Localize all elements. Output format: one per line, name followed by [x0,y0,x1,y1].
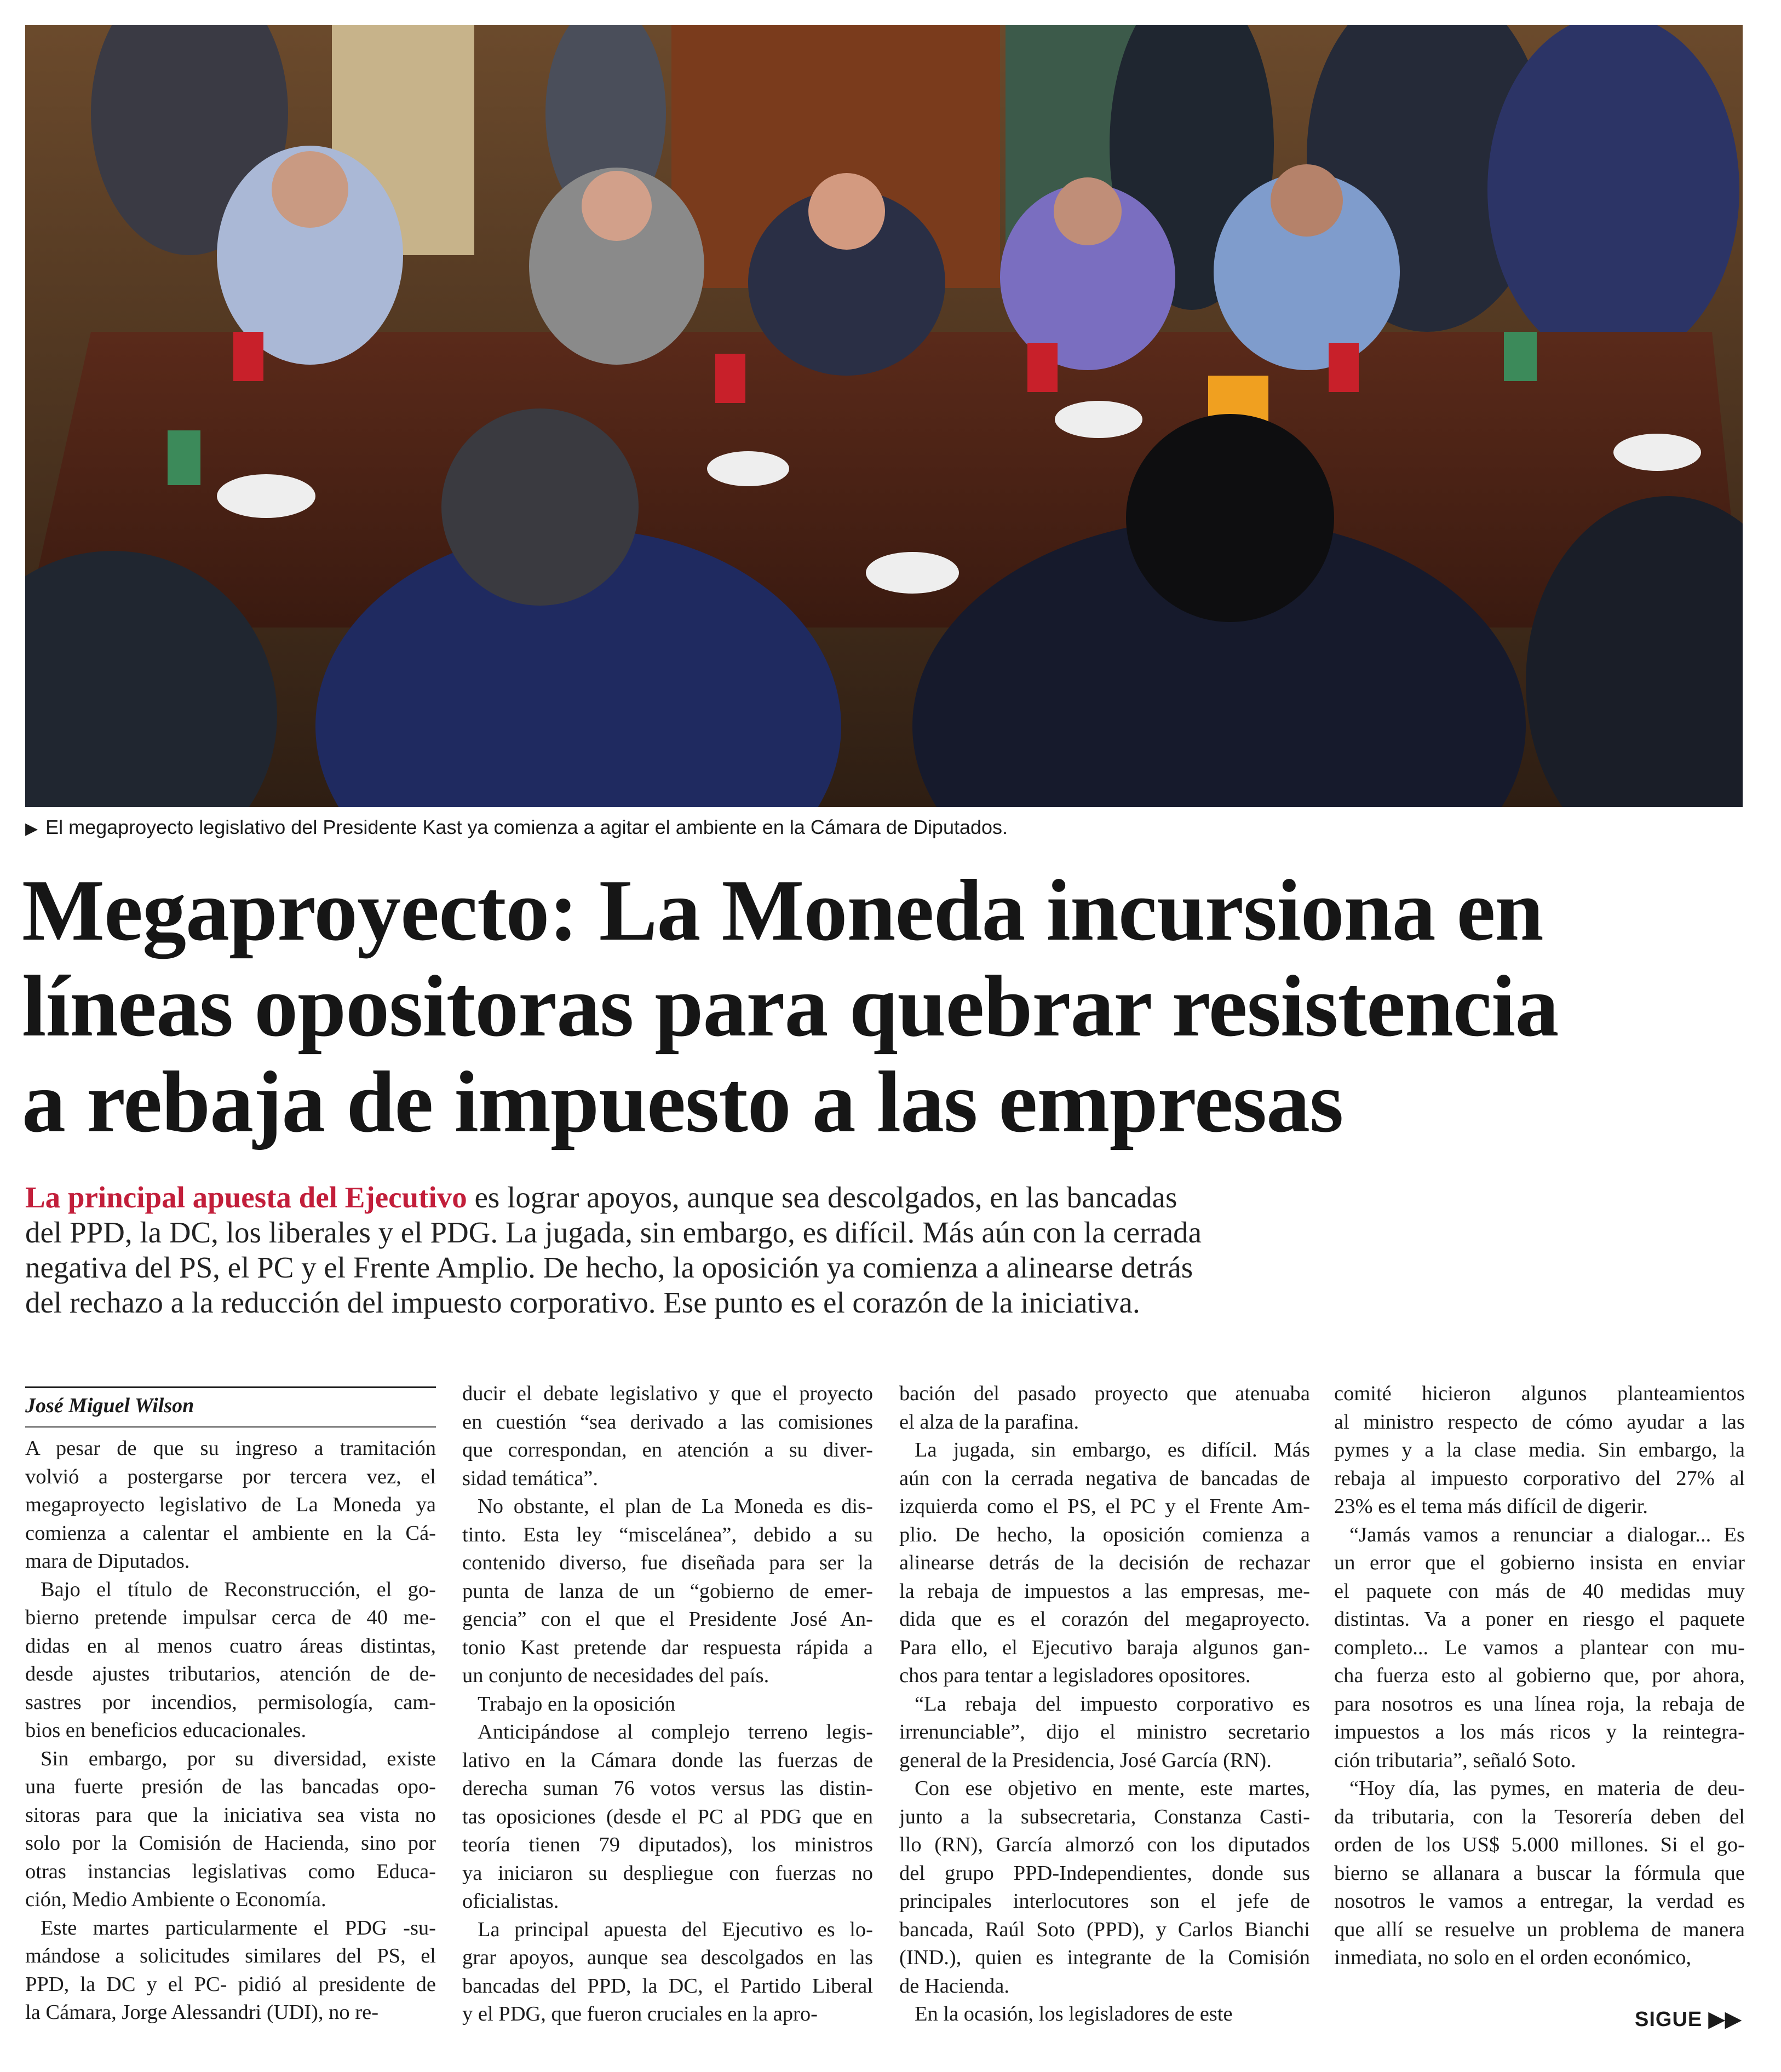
article-line: irrenunciable”, dijo el ministro secretario [899,1720,1310,1743]
article-line: desde ajustes tributarios, atención de de- [25,1662,436,1685]
article-line: y el PDG, que fueron cruciales en la apro- [462,2002,818,2025]
article-line: oficialistas. [462,1890,559,1913]
article-line: No obstante, el plan de La Moneda es dis- [478,1495,873,1518]
headline-line-2: líneas opositoras para quebrar resistencia [22,957,1559,1055]
article-line: bios en beneficios educacionales. [25,1719,307,1742]
article-line: alinearse detrás de la decisión de rechazar [899,1551,1310,1574]
article-line: Sin embargo, por su diversidad, existe [41,1747,436,1770]
article-line: ya iniciaron su despliegue con fuerzas no [462,1861,873,1885]
article-line: sastres por incendios, permisología, cam- [25,1690,436,1714]
article-line: ducir el debate legislativo y que el proyecto [462,1382,873,1405]
article-line: contenido diverso, fue diseñada para ser la [462,1551,873,1574]
article-line: un conjunto de necesidades del país. [462,1664,769,1687]
lede-line-1-rest: es lograr apoyos, aunque sea descolgados, en las bancadas [467,1181,1177,1214]
headline [22,862,1753,1150]
article-line: (IND.), quien es integrante de la Comisión [899,1946,1310,1969]
article-line: otras instancias legislativas como Educa- [25,1860,436,1883]
article-line: al ministro respecto de cómo ayudar a las [1334,1410,1745,1434]
article-line: Anticipándose al complejo terreno legis- [478,1720,873,1743]
article-line: “Jamás vamos a renunciar a dialogar... Es [1349,1523,1745,1546]
article-line: La jugada, sin embargo, es difícil. Más [915,1438,1310,1461]
article-line: didas en al menos cuatro áreas distintas, [25,1634,436,1657]
article-line: punta de lanza de un “gobierno de emer- [462,1579,873,1603]
article-line: mándose a solicitudes similares del PS, el [25,1944,436,1967]
article-line: el paquete con más de 40 medidas muy [1334,1579,1745,1603]
article-line: bierno se allanara a buscar la fórmula que [1334,1861,1745,1885]
article-line: completo... Le vamos a plantear con mu- [1334,1636,1745,1659]
article-line: gencia” con el que el Presidente José An- [462,1608,873,1631]
article-line: impuestos a los más ricos y la reintegra- [1334,1720,1745,1743]
article-line: “Hoy día, las pymes, en materia de deu- [1349,1777,1745,1800]
article-line: chos para tentar a legisladores opositores. [899,1664,1251,1687]
lede-line-3: negativa del PS, el PC y el Frente Amplio. De hecho, la oposición ya comienza a alinearse detrás [25,1251,1193,1284]
caption-text: El megaproyecto legislativo del Presidente Kast ya comienza a agitar el ambiente en la Cámara de Diputados. [45,816,1008,838]
article-line: A pesar de que su ingreso a tramitación [25,1437,436,1460]
article-column-4 [1334,1380,1745,1972]
article-line: general de la Presidencia, José García (RN). [899,1748,1272,1772]
article-line: grar apoyos, aunque sea descolgados en las [462,1946,873,1969]
article-line: Trabajo en la oposición [478,1692,676,1716]
article-line: el alza de la parafina. [899,1410,1079,1434]
article-line: derecha suman 76 votos versus las distin- [462,1777,873,1800]
article-line: izquierda como el PS, el PC y el Frente Am- [899,1495,1310,1518]
article-line: tas oposiciones (desde el PC al PDG que en [462,1805,873,1828]
article-line: para nosotros es una línea roja, la rebaja de [1334,1692,1745,1716]
article-line: Para ello, el Ejecutivo baraja algunos gan- [899,1636,1310,1659]
article-line: sidad temática”. [462,1466,598,1490]
article-line: plio. De hecho, la oposición comienza a [899,1523,1310,1546]
article-line: da tributaria, con la Tesorería deben del [1334,1805,1745,1828]
article-line: distintas. Va a poner en riesgo el paquete [1334,1608,1745,1631]
headline-line-1: Megaproyecto: La Moneda incursiona en [22,861,1543,959]
byline: José Miguel Wilson [25,1386,436,1428]
article-line: que correspondan, en atención a su diver- [462,1438,873,1461]
article-line: tonio Kast pretende dar respuesta rápida a [462,1636,873,1659]
article-line: una fuerte presión de las bancadas opo- [25,1775,436,1798]
article-line: la Cámara, Jorge Alessandri (UDI), no re- [25,2001,379,2024]
article-line: 23% es el tema más difícil de digerir. [1334,1495,1648,1518]
article-line: en cuestión “sea derivado a las comisiones [462,1410,873,1434]
lede-highlight: La principal apuesta del Ejecutivo [25,1181,467,1214]
article-line: megaproyecto legislativo de La Moneda ya [25,1493,436,1516]
article-line: Con ese objetivo en mente, este martes, [915,1777,1310,1800]
article-line: ción tributaria”, señaló Soto. [1334,1748,1576,1772]
article-line: bancada, Raúl Soto (PPD), y Carlos Bianchi [899,1918,1310,1941]
article-column-3 [899,1380,1310,2029]
article-line: la rebaja de impuestos a las empresas, me- [899,1579,1310,1603]
article-line: principales interlocutores son el jefe de [899,1890,1310,1913]
caption-arrow-icon: ▶ [25,820,38,838]
article-column-1 [25,1435,436,2027]
article-line: bierno pretende impulsar cerca de 40 me- [25,1606,436,1629]
article-line: aún con la cerrada negativa de bancadas de [899,1466,1310,1490]
article-line: mara de Diputados. [25,1550,190,1573]
article-line: solo por la Comisión de Hacienda, sino por [25,1832,436,1855]
article-line: pymes y a la clase media. Sin embargo, la [1334,1438,1745,1461]
lede-line-4: del rechazo a la reducción del impuesto corporativo. Ese punto es el corazón de la iniciativa. [25,1286,1140,1319]
article-line: “La rebaja del impuesto corporativo es [915,1692,1310,1716]
article-line: llo (RN), García almorzó con los diputados [899,1833,1310,1856]
article-line: PPD, la DC y el PC- pidió al presidente de [25,1972,436,1996]
article-line: comité hicieron algunos planteamientos [1334,1382,1745,1405]
article-line: rebaja al impuesto corporativo del 27% al [1334,1466,1745,1490]
article-line: de Hacienda. [899,1974,1009,1998]
article-line: volvió a postergarse por tercera vez, el [25,1465,436,1488]
article-line: sitoras para que la iniciativa sea vista no [25,1803,436,1827]
headline-line-3: a rebaja de impuesto a las empresas [22,1053,1343,1150]
article-line: del grupo PPD-Independientes, donde sus [899,1861,1310,1885]
article-line: cha fuerza esto al gobierno que, por ahora, [1334,1664,1745,1687]
article-column-2 [462,1380,873,2029]
lede-line-1 [25,1180,1323,1215]
article-line: orden de los US$ 5.000 millones. Si el go- [1334,1833,1745,1856]
article-line: En la ocasión, los legisladores de este [915,2002,1233,2025]
article-line: bación del pasado proyecto que atenuaba [899,1382,1310,1405]
photo-caption [25,816,1743,839]
article-line: bancadas del PPD, la DC, el Partido Liberal [462,1974,873,1998]
article-line: La principal apuesta del Ejecutivo es lo- [478,1918,873,1941]
article-line: un error que el gobierno insista en enviar [1334,1551,1745,1574]
article-line: dida que es el corazón del megaproyecto. [899,1608,1310,1631]
article-line: inmediata, no solo en el orden económico, [1334,1946,1692,1969]
article-line: Bajo el título de Reconstrucción, el go- [41,1578,436,1601]
news-photo [25,25,1743,807]
lede [25,1180,1323,1320]
article-line: Este martes particularmente el PDG -su- [41,1916,436,1939]
article-line: tinto. Esta ley “miscelánea”, debido a su [462,1523,873,1546]
lede-line-2: del PPD, la DC, los liberales y el PDG. La jugada, sin embargo, es difícil. Más aún con la cerrada [25,1216,1202,1249]
article-line: ción, Medio Ambiente o Economía. [25,1888,326,1911]
article-line: que allí se resuelve un problema de manera [1334,1918,1745,1941]
article-line: nosotros le vamos a entregar, la verdad es [1334,1890,1745,1913]
article-line: teoría tienen 79 diputados), los ministros [462,1833,873,1856]
article-line: junto a la subsecretaria, Constanza Casti- [899,1805,1310,1828]
article-line: comienza a calentar el ambiente en la Cá- [25,1521,436,1545]
continue-marker: SIGUE ▶▶ [1635,2008,1742,2031]
article-line: lativo en la Cámara donde las fuerzas de [462,1748,873,1772]
